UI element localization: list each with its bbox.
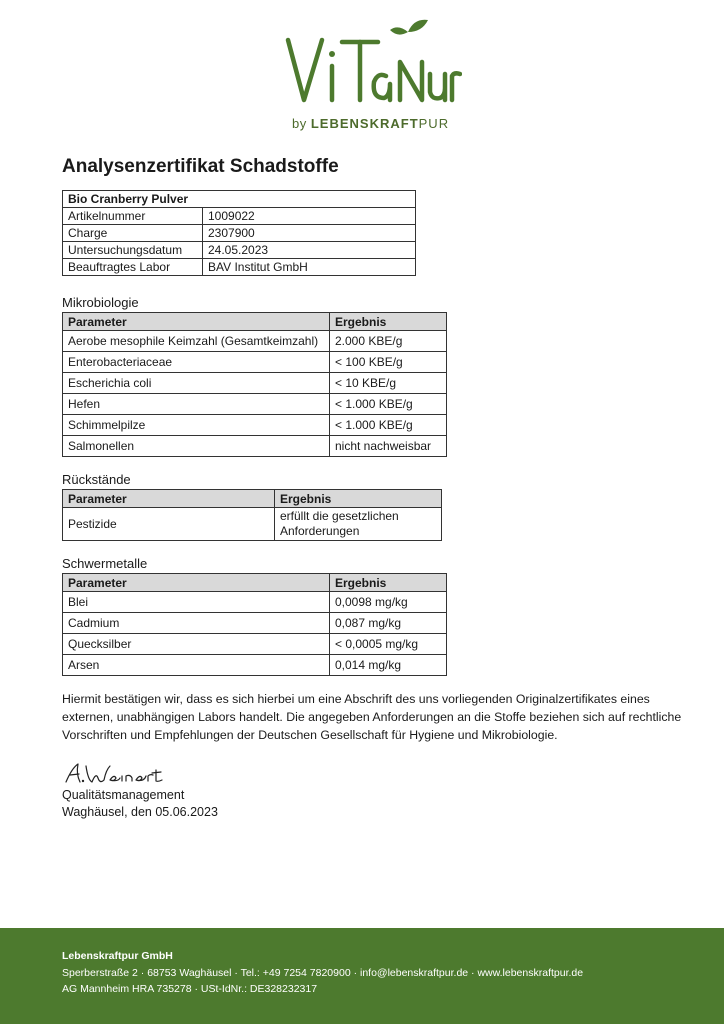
parameter-cell: Salmonellen <box>63 436 330 457</box>
confirmation-statement: Hiermit bestätigen wir, dass es sich hierbei um eine Abschrift des uns vorliegenden Originalzertifikates eines externen, unabhängigen Labors handelt. Die angegeben Anforderungen an die Stoffe beziehen sich auf rechtliche Vorschriften und Empfehlungen der Deutschen Gesellschaft für Hygiene und Mikrobiologie. <box>62 692 682 742</box>
parameter-cell: Pestizide <box>63 508 275 541</box>
info-label: Artikelnummer <box>63 208 203 225</box>
section-heading-mikrobiologie: Mikrobiologie <box>62 295 139 310</box>
handwritten-signature <box>64 760 164 788</box>
result-cell: < 100 KBE/g <box>330 352 447 373</box>
table-row <box>63 352 447 373</box>
result-cell: 0,0098 mg/kg <box>330 592 447 613</box>
info-value: BAV Institut GmbH <box>203 259 416 276</box>
table-row <box>63 373 447 394</box>
schwermetalle-table <box>62 573 447 676</box>
brand-pur: PUR <box>418 116 450 131</box>
parameter-cell: Escherichia coli <box>63 373 330 394</box>
parameter-cell: Cadmium <box>63 613 330 634</box>
result-line: Anforderungen <box>280 524 360 538</box>
info-value: 24.05.2023 <box>203 242 416 259</box>
info-row <box>63 242 416 259</box>
footer-address: Sperberstraße 2 · 68753 Waghäusel · Tel.: +49 7254 7820900 · info@lebenskraftpur.de · www.lebenskraftpur.de <box>62 967 584 979</box>
parameter-cell: Arsen <box>63 655 330 676</box>
brand-tagline <box>292 116 462 131</box>
column-header-parameter: Parameter <box>63 313 330 331</box>
info-row <box>63 259 416 276</box>
info-row <box>63 208 416 225</box>
column-header-ergebnis: Ergebnis <box>330 574 447 592</box>
table-header-row <box>63 313 447 331</box>
signature-place-date: Waghäusel, den 05.06.2023 <box>62 805 218 819</box>
parameter-cell: Blei <box>63 592 330 613</box>
table-row <box>63 508 442 541</box>
info-label: Untersuchungsdatum <box>63 242 203 259</box>
result-cell: < 1.000 KBE/g <box>330 394 447 415</box>
table-row <box>63 655 447 676</box>
product-info-table <box>62 190 416 276</box>
vitanur-logo-graphic <box>282 18 462 110</box>
table-row <box>63 394 447 415</box>
table-header-row <box>63 574 447 592</box>
table-row <box>63 436 447 457</box>
column-header-parameter: Parameter <box>63 490 275 508</box>
result-line: erfüllt die gesetzlichen <box>280 509 399 523</box>
table-row <box>63 592 447 613</box>
page-title: Analysenzertifikat Schadstoffe <box>62 156 339 177</box>
footer-company: Lebenskraftpur GmbH <box>62 950 173 962</box>
table-row <box>63 613 447 634</box>
signature-role: Qualitätsmanagement <box>62 788 185 802</box>
info-label: Beauftragtes Labor <box>63 259 203 276</box>
table-header-row <box>63 490 442 508</box>
parameter-cell: Hefen <box>63 394 330 415</box>
product-name: Bio Cranberry Pulver <box>63 191 416 208</box>
table-row <box>63 331 447 352</box>
result-cell: < 10 KBE/g <box>330 373 447 394</box>
result-cell: 0,014 mg/kg <box>330 655 447 676</box>
parameter-cell: Schimmelpilze <box>63 415 330 436</box>
parameter-cell: Quecksilber <box>63 634 330 655</box>
result-cell: < 1.000 KBE/g <box>330 415 447 436</box>
section-heading-schwermetalle: Schwermetalle <box>62 556 148 571</box>
table-row <box>63 634 447 655</box>
result-cell <box>275 508 442 541</box>
brand-lebenskraft: LEBENSKRAFT <box>310 116 419 131</box>
footer-register: AG Mannheim HRA 735278 · USt-IdNr.: DE328232317 <box>62 983 318 995</box>
rueckstaende-table <box>62 489 442 541</box>
info-value: 2307900 <box>203 225 416 242</box>
parameter-cell: Enterobacteriaceae <box>63 352 330 373</box>
info-value: 1009022 <box>203 208 416 225</box>
product-row <box>63 191 416 208</box>
info-label: Charge <box>63 225 203 242</box>
table-row <box>63 415 447 436</box>
mikrobiologie-table <box>62 312 447 457</box>
column-header-parameter: Parameter <box>63 574 330 592</box>
brand-logo <box>282 18 462 136</box>
result-cell: 0,087 mg/kg <box>330 613 447 634</box>
result-cell: < 0,0005 mg/kg <box>330 634 447 655</box>
result-cell: nicht nachweisbar <box>330 436 447 457</box>
column-header-ergebnis: Ergebnis <box>275 490 442 508</box>
brand-by: by <box>292 116 307 131</box>
info-row <box>63 225 416 242</box>
column-header-ergebnis: Ergebnis <box>330 313 447 331</box>
parameter-cell: Aerobe mesophile Keimzahl (Gesamtkeimzahl) <box>63 331 330 352</box>
result-cell: 2.000 KBE/g <box>330 331 447 352</box>
footer-bar <box>0 928 724 1024</box>
section-heading-rueckstaende: Rückstände <box>62 472 131 487</box>
